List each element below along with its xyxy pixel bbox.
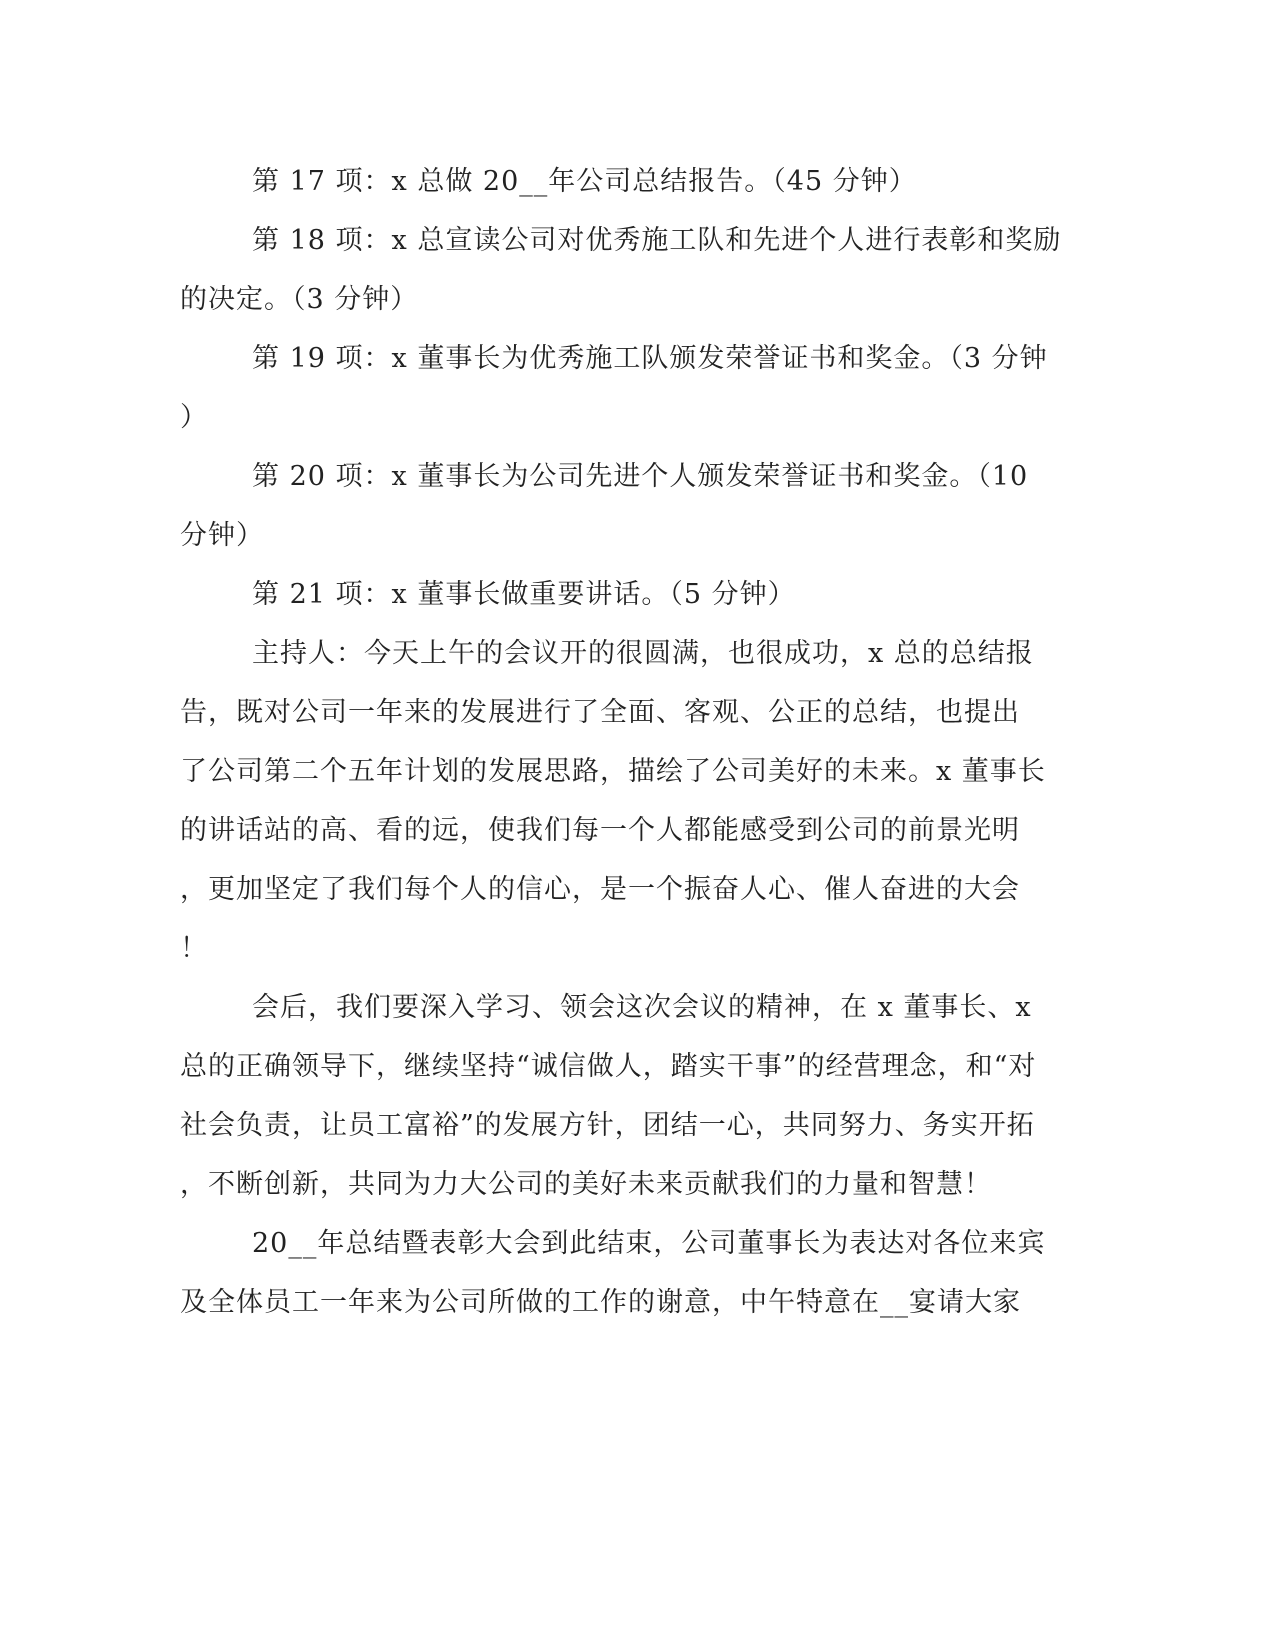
text-line: 分钟） [180,520,264,551]
text-line: ） [180,402,208,433]
text-line: 的讲话站的高、看的远，使我们每一个人都能感受到公司的前景光明 [180,815,1020,846]
text-line: 第 21 项：x 董事长做重要讲话。（5 分钟） [252,579,796,610]
text-line: 20__年总结暨表彰大会到此结束，公司董事长为表达对各位来宾 [252,1228,1046,1259]
text-line: 及全体员工一年来为公司所做的工作的谢意，中午特意在__宴请大家 [180,1287,1021,1318]
text-line: 告，既对公司一年来的发展进行了全面、客观、公正的总结，也提出 [180,697,1020,728]
text-line: 的决定。（3 分钟） [180,284,419,315]
text-line: 社会负责，让员工富裕”的发展方针，团结一心，共同努力、务实开拓 [180,1110,1035,1141]
text-line: ，更加坚定了我们每个人的信心，是一个振奋人心、催人奋进的大会 [180,874,1020,905]
text-line: 第 19 项：x 董事长为优秀施工队颁发荣誉证书和奖金。（3 分钟 [252,343,1048,374]
document-body [180,152,1062,1332]
text-line: 会后，我们要深入学习、领会这次会议的精神，在 x 董事长、x [252,992,1032,1023]
text-line: 总的正确领导下，继续坚持“诚信做人，踏实干事”的经营理念，和“对 [180,1051,1037,1082]
text-line: ！ [180,933,208,964]
text-line: ，不断创新，共同为力大公司的美好未来贡献我们的力量和智慧！ [180,1169,992,1200]
text-line: 第 20 项：x 董事长为公司先进个人颁发荣誉证书和奖金。（10 [252,461,1029,492]
text-line: 第 17 项：x 总做 20__年公司总结报告。（45 分钟） [252,166,917,197]
text-line: 第 18 项：x 总宣读公司对优秀施工队和先进个人进行表彰和奖励 [252,225,1062,256]
text-line: 了公司第二个五年计划的发展思路，描绘了公司美好的未来。x 董事长 [180,756,1046,787]
text-line: 主持人：今天上午的会议开的很圆满，也很成功，x 总的总结报 [252,638,1034,669]
